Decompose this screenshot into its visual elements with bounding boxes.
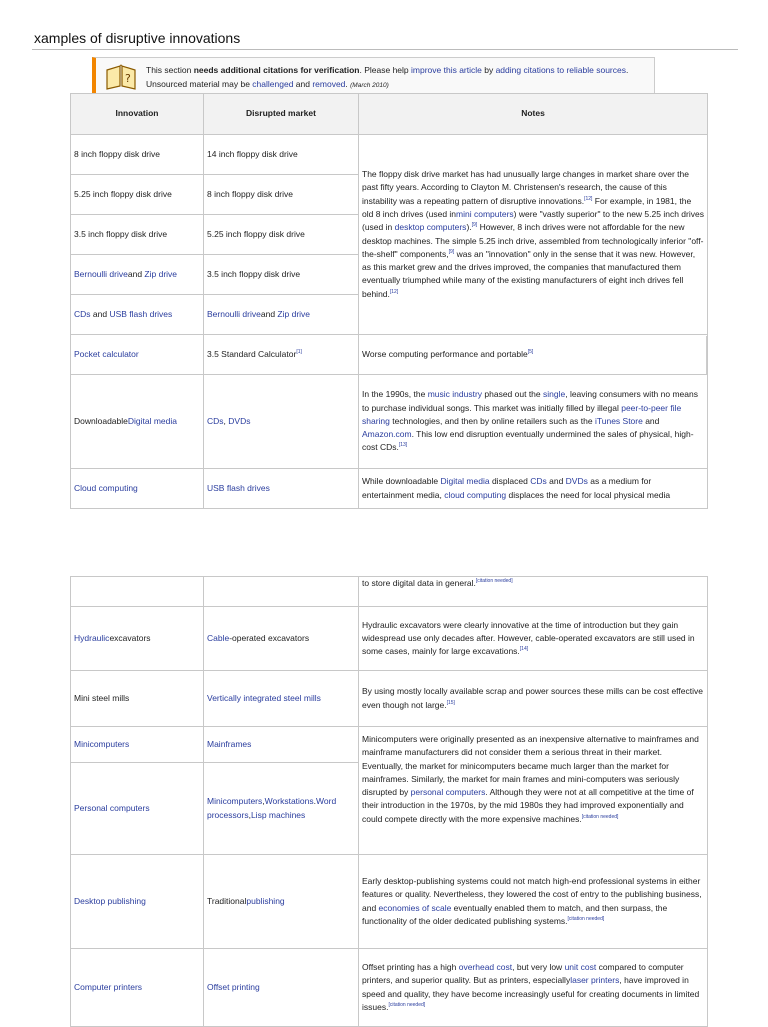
publishing-link[interactable]: publishing: [246, 895, 285, 906]
innovation-cell: DownloadableDigital media: [71, 375, 204, 469]
cds-link[interactable]: CDs: [207, 415, 224, 426]
add-citations-link[interactable]: adding citations to reliable sources: [495, 65, 626, 75]
improve-article-link[interactable]: improve this article: [411, 65, 482, 75]
innovation-cell: [71, 577, 204, 607]
market-cell: Traditionalpublishing: [204, 855, 359, 949]
desktop-computers-link[interactable]: desktop computers: [394, 222, 467, 233]
table-row: [71, 949, 708, 1027]
cds-link[interactable]: CDs: [530, 476, 547, 487]
header-disrupted-market: Disrupted market: [204, 94, 359, 135]
computer-printers-link[interactable]: Computer printers: [74, 981, 143, 992]
innovation-cell: 3.5 inch floppy disk drive: [71, 215, 204, 255]
table-edge: [706, 336, 707, 374]
hydraulic-link[interactable]: Hydraulic: [74, 632, 110, 643]
citation-notice: [92, 57, 655, 95]
innovations-table-part1: [70, 93, 708, 509]
header-innovation: Innovation: [71, 94, 204, 135]
personal-computers-link[interactable]: Personal computers: [74, 802, 150, 813]
market-cell: 3.5 inch floppy disk drive: [204, 255, 359, 295]
market-cell: [204, 577, 359, 607]
unit-cost-link[interactable]: unit cost: [564, 961, 597, 972]
cloud-computing-link[interactable]: Cloud computing: [74, 482, 138, 493]
market-cell: CDs, DVDs: [204, 375, 359, 469]
table-row: [71, 135, 708, 175]
header-notes: Notes: [359, 94, 708, 135]
notes-cell: Worse computing performance and portable[5]: [359, 335, 708, 375]
market-cell: 3.5 Standard Calculator[1]: [204, 335, 359, 375]
market-cell: Cable-operated excavators: [204, 607, 359, 671]
market-cell: 14 inch floppy disk drive: [204, 135, 359, 175]
minicomputers-link[interactable]: mini computers: [456, 208, 514, 219]
table-header-row: [71, 94, 708, 135]
p2p-link[interactable]: peer-to-peer file sharing: [362, 402, 682, 426]
amazon-link[interactable]: Amazon.com: [362, 429, 412, 440]
notice-date: (March 2010): [350, 82, 389, 89]
table-row: [71, 375, 708, 469]
table-row: [71, 727, 708, 763]
innovation-cell: Hydraulicexcavators: [71, 607, 204, 671]
music-industry-link[interactable]: music industry: [427, 389, 483, 400]
notes-cell: Early desktop-publishing systems could not match high-end professional systems in either features or quality. Nevertheless, they lowered the cost of entry to the publishing business, and economies of scale eventually enabled them to match, and then surpass, the functionality of the older dedicated publishing systems.[citation needed]: [359, 855, 708, 949]
cds-link[interactable]: CDs: [74, 308, 91, 319]
table-row: [71, 577, 708, 607]
notes-cell: By using mostly locally available scrap and power sources these mills can be cost effective even though not large.[15]: [359, 671, 708, 727]
market-cell: [204, 727, 359, 763]
notes-cell: Offset printing has a high overhead cost, but very low unit cost compared to computer printers, and superior quality. But as printers, especiallylaser printers, have improved in speed and quality, they have become increasingly useful for creating documents in limited issues.[citation needed]: [359, 949, 708, 1027]
notes-cell: While downloadable Digital media displaced CDs and DVDs as a medium for entertainment media, cloud computing displaces the need for local physical media: [359, 469, 708, 509]
table-row: [71, 469, 708, 509]
laser-printers-link[interactable]: laser printers: [570, 975, 620, 986]
overhead-cost-link[interactable]: overhead cost: [458, 961, 513, 972]
market-cell: 5.25 inch floppy disk drive: [204, 215, 359, 255]
innovations-table-part2: [70, 576, 708, 1027]
market-cell: [204, 469, 359, 509]
challenged-link[interactable]: challenged: [252, 79, 294, 89]
economies-of-scale-link[interactable]: economies of scale: [378, 902, 452, 913]
table-row: [71, 335, 708, 375]
table-row: [71, 855, 708, 949]
offset-printing-link[interactable]: Offset printing: [207, 981, 260, 992]
minicomputers-link[interactable]: Minicomputers: [74, 738, 130, 749]
market-cell: [204, 671, 359, 727]
digital-media-link[interactable]: Digital media: [127, 415, 178, 426]
innovation-cell: [71, 855, 204, 949]
lisp-machines-link[interactable]: Lisp machines: [250, 809, 306, 820]
innovation-cell: Mini steel mills: [71, 671, 204, 727]
dvds-link[interactable]: DVDs: [565, 476, 588, 487]
market-cell: [204, 949, 359, 1027]
minicomputers-link[interactable]: Minicomputers: [207, 796, 263, 807]
innovation-cell: CDs and USB flash drives: [71, 295, 204, 335]
innovation-cell: [71, 469, 204, 509]
notes-cell: Minicomputers were originally presented as an inexpensive alternative to mainframes and mainframe manufacturers did not consider them a serious threat in their market. Eventually, the market for minicomputers became much larger than the market for mainframes. Similarly, the market for main frames and mini-computers was seriously disrupted by personal computers. Although they were not at all competitive at the time of their introduction in the 1970s, by the mid 1980s they had improved exponentially and could compete directly with the more expensive machines.[citation needed]: [359, 727, 708, 855]
notes-cell: to store digital data in general.[citation needed]: [359, 577, 708, 607]
innovation-cell: 5.25 inch floppy disk drive: [71, 175, 204, 215]
workstations-link[interactable]: Workstations: [264, 796, 314, 807]
usb-flash-drives-link[interactable]: USB flash drives: [207, 482, 270, 493]
mainframes-link[interactable]: Mainframes: [207, 738, 252, 749]
itunes-store-link[interactable]: iTunes Store: [594, 415, 643, 426]
table-row: [71, 607, 708, 671]
market-cell: Minicomputers,Workstations.Word processors,Lisp machines: [204, 763, 359, 855]
word-processors-link[interactable]: Word processors: [207, 796, 337, 820]
notes-cell: In the 1990s, the music industry phased out the single, leaving consumers with no means to purchase individual songs. This market was initially filled by illegal peer-to-peer file sharing technologies, and then by online retailers such as the iTunes Store and Amazon.com. This low end disruption eventually undermined the sales of physical, high-cost CDs.[13]: [359, 375, 708, 469]
pocket-calculator-link[interactable]: Pocket calculator: [74, 348, 139, 359]
cloud-computing-link[interactable]: cloud computing: [444, 489, 507, 500]
section-heading: xamples of disruptive innovations: [34, 30, 241, 46]
notes-cell-floppy: The floppy disk drive market has had unusually large changes in market share over the past fifty years. According to Clayton M. Christensen's research, the cause of this instability was a repeating pattern of disruptive innovations.[12] For example, in 1981, the old 8 inch drives (used inmini computers) were "vastly superior" to the new 5.25 inch drives (used in desktop computers).[9] However, 8 inch drives were not affordable for the new desktop machines. The simple 5.25 inch drive, assembled from technologically inferior "off-the-shelf" components,[9] was an "innovation" only in the sense that it was new. However, as this market grew and the drives improved, the companies that manufactured them eventually triumphed while many of the existing manufacturers of eight inch drives fell behind.[12]: [359, 135, 708, 335]
innovation-cell: 8 inch floppy disk drive: [71, 135, 204, 175]
innovation-cell: [71, 335, 204, 375]
market-cell: 8 inch floppy disk drive: [204, 175, 359, 215]
book-icon: [104, 61, 138, 96]
heading-divider: [32, 49, 738, 50]
notes-cell: Hydraulic excavators were clearly innovative at the time of introduction but they gain widespread use only decades after. However, cable-operated excavators are still used in some cases, mainly for large excavations.[14]: [359, 607, 708, 671]
market-cell: Bernoulli driveand Zip drive: [204, 295, 359, 335]
notice-text: This section needs additional citations for verification. Please help improve this article by adding citations to reliable sources. Unsourced material may be challenged and removed. (March 2010): [146, 65, 629, 89]
single-link[interactable]: single: [543, 389, 566, 400]
bernoulli-drive-link[interactable]: Bernoulli drive: [74, 268, 128, 279]
desktop-publishing-link[interactable]: Desktop publishing: [74, 895, 146, 906]
innovation-cell: [71, 949, 204, 1027]
zip-drive-link[interactable]: Zip drive: [144, 268, 178, 279]
table-row: [71, 671, 708, 727]
notice-bold: needs additional citations for verification: [193, 65, 360, 75]
innovation-cell: [71, 763, 204, 855]
svg-text:?: ?: [125, 72, 131, 85]
dvds-link[interactable]: DVDs: [228, 415, 251, 426]
personal-computers-link[interactable]: personal computers: [410, 787, 486, 798]
zip-drive-link[interactable]: Zip drive: [277, 308, 311, 319]
bernoulli-drive-link[interactable]: Bernoulli drive: [207, 308, 261, 319]
innovation-cell: [71, 727, 204, 763]
usb-flash-drives-link[interactable]: USB flash drives: [109, 308, 173, 319]
cable-link[interactable]: Cable: [207, 632, 230, 643]
digital-media-link[interactable]: Digital media: [440, 476, 490, 487]
innovation-cell: Bernoulli driveand Zip drive: [71, 255, 204, 295]
vertically-integrated-link[interactable]: Vertically integrated steel mills: [207, 692, 321, 703]
removed-link[interactable]: removed: [312, 79, 346, 89]
